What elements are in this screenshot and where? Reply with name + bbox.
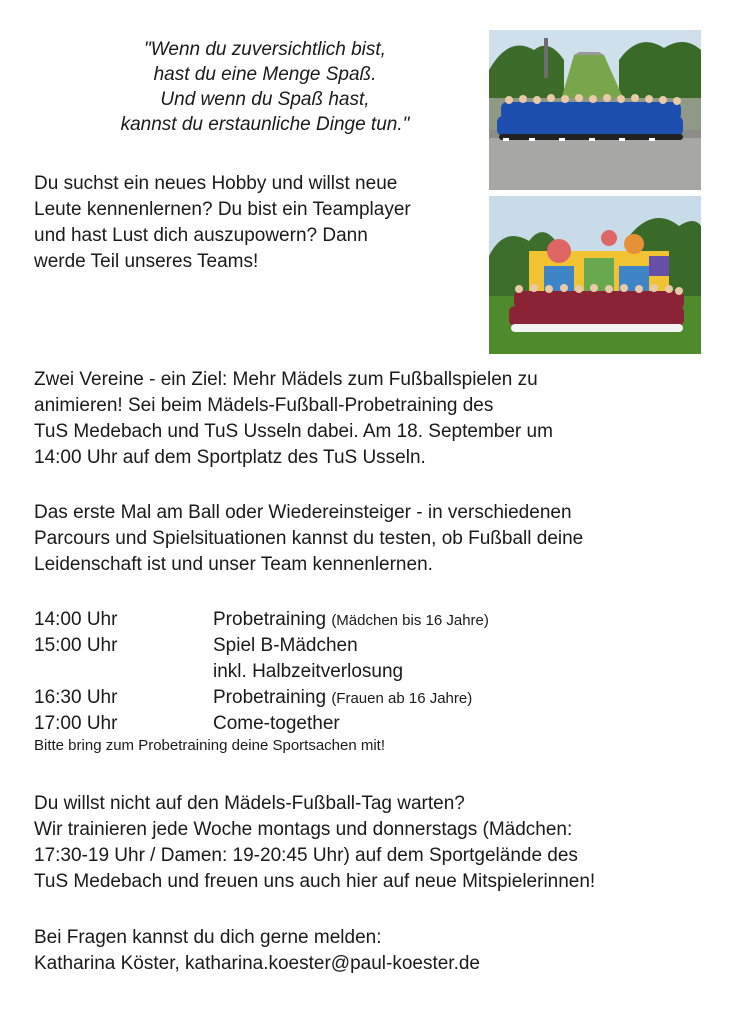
training-description (34, 500, 724, 578)
schedule-event (213, 659, 403, 685)
team-photo-red (489, 196, 701, 354)
text-line: TuS Medebach und freuen uns auch hier auf neue Mitspielerinnen! (34, 871, 596, 892)
quote-line: Und wenn du Spaß hast, (160, 89, 370, 110)
text-line: 14:00 Uhr auf dem Sportplatz des TuS Usseln. (34, 447, 426, 468)
schedule-event-label: Probetraining (213, 687, 327, 708)
text-line: Bei Fragen kannst du dich gerne melden: (34, 927, 382, 948)
schedule-time: 17:00 Uhr (34, 713, 118, 734)
intro-text (34, 171, 484, 275)
schedule-event (213, 711, 340, 737)
team-photo-blue (489, 30, 701, 190)
text-line: animieren! Sei beim Mädels-Fußball-Probetraining des (34, 395, 494, 416)
text-line: Parcours und Spielsituationen kannst du testen, ob Fußball deine (34, 528, 584, 549)
schedule-note: Bitte bring zum Probetraining deine Sportsachen mit! (34, 737, 386, 754)
team-photo-blue-image (489, 30, 701, 190)
intro-line: Leute kennenlernen? Du bist ein Teamplayer (34, 199, 411, 220)
schedule-row (34, 685, 724, 711)
weekly-training (34, 791, 724, 895)
schedule-event-note: (Mädchen bis 16 Jahre) (331, 612, 489, 629)
quote (60, 37, 470, 137)
schedule-event-label: inkl. Halbzeitverlosung (213, 661, 404, 682)
event-description (34, 367, 724, 471)
schedule-event-note: (Frauen ab 16 Jahre) (331, 690, 473, 707)
schedule-event (213, 685, 472, 712)
quote-line: kannst du erstaunliche Dinge tun." (120, 114, 410, 135)
text-line: Zwei Vereine - ein Ziel: Mehr Mädels zum Fußballspielen zu (34, 369, 538, 390)
text-line: Das erste Mal am Ball oder Wiedereinsteiger - in verschiedenen (34, 502, 572, 523)
text-line: TuS Medebach und TuS Usseln dabei. Am 18. September um (34, 421, 553, 442)
intro-line: Du suchst ein neues Hobby und willst neue (34, 173, 398, 194)
text-line: Wir trainieren jede Woche montags und donnerstags (Mädchen: (34, 819, 573, 840)
intro-line: werde Teil unseres Teams! (34, 251, 259, 272)
schedule-time: 16:30 Uhr (34, 687, 118, 708)
schedule-event-label: Spiel B-Mädchen (213, 635, 358, 656)
schedule-time: 14:00 Uhr (34, 609, 118, 630)
schedule-event (213, 607, 489, 634)
players-blue (497, 102, 683, 136)
text-line: 17:30-19 Uhr / Damen: 19-20:45 Uhr) auf dem Sportgelände des (34, 845, 578, 866)
quote-line: hast du eine Menge Spaß. (153, 64, 377, 85)
quote-line: "Wenn du zuversichtlich bist, (144, 39, 386, 60)
text-line: Leidenschaft ist und unser Team kennenlernen. (34, 554, 433, 575)
schedule-event (213, 633, 358, 659)
schedule-row (34, 659, 724, 685)
schedule-row (34, 607, 724, 633)
schedule-event-label: Probetraining (213, 609, 327, 630)
schedule-event-label: Come-together (213, 713, 340, 734)
intro-line: und hast Lust dich auszupowern? Dann (34, 225, 368, 246)
schedule-time: 15:00 Uhr (34, 635, 118, 656)
schedule-row (34, 633, 724, 659)
text-line: Du willst nicht auf den Mädels-Fußball-Tag warten? (34, 793, 465, 814)
schedule-row (34, 711, 724, 737)
contact-info (34, 925, 724, 977)
schedule (34, 607, 724, 755)
team-photo-red-image (489, 196, 701, 354)
contact-line: Katharina Köster, katharina.koester@paul-koester.de (34, 953, 480, 974)
